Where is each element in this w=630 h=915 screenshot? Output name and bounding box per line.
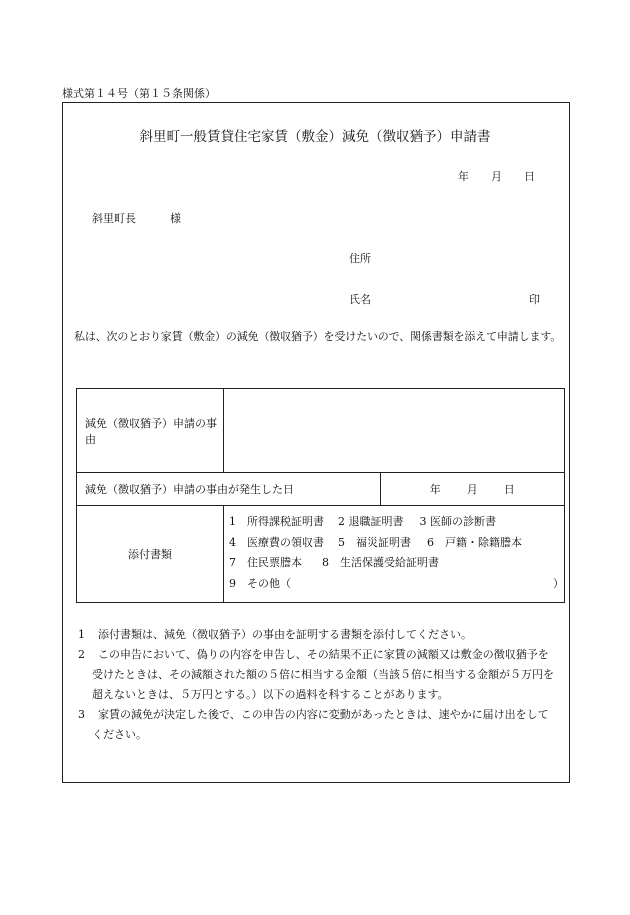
address-label: 住所 <box>349 252 371 265</box>
occurrence-day-label: 日 <box>503 483 515 496</box>
attachment-row <box>229 553 564 574</box>
note-item <box>78 625 558 645</box>
attachment-item: 6 戸籍・除籍謄本 <box>427 535 522 549</box>
date-month-label: 月 <box>491 170 502 183</box>
reason-field[interactable] <box>224 389 565 473</box>
note-text: 家賃の減免が決定した後で、この申告の内容に変動があったときは、速やかに届け出をしてください。 <box>92 708 549 741</box>
attachments-label: 添付書類 <box>77 506 224 603</box>
attachment-item: 4 医療費の領収書 <box>229 535 324 549</box>
application-table <box>76 388 565 603</box>
attachment-item: 7 住民票謄本 <box>229 556 302 569</box>
attachment-item: 1 所得課税証明書 <box>229 515 324 528</box>
occurrence-row <box>77 473 565 506</box>
attachment-row <box>229 512 564 533</box>
other-close-paren: ） <box>553 576 564 590</box>
note-text: この申告において、偽りの内容を申告し、その結果不正に家賃の減額又は敷金の徴収猶予を受けたときは、その減額された額の５倍に相当する金額（当該５倍に相当する金額が５万円を超えないときは、５万円とする。）以下の過料を科することがあります。 <box>92 648 554 701</box>
attachment-item: 8 生活保護受給証明書 <box>322 556 439 569</box>
note-number: 3 <box>78 708 85 721</box>
occurrence-year-label: 年 <box>429 483 441 496</box>
addressee-honorific: 様 <box>170 212 181 225</box>
intro-text: 私は、次のとおり家賃（敷金）の減免（徴収猶予）を受けたいので、関係書類を添えて申請します。 <box>74 330 562 343</box>
application-date <box>458 168 535 184</box>
page-title: 斜里町一般賃貸住宅家賃（敷金）減免（徴収猶予）申請書 <box>139 129 491 145</box>
note-item <box>78 645 558 705</box>
note-item <box>78 705 558 745</box>
attachment-item: 3 医師の診断書 <box>419 515 496 528</box>
attachment-item: 2 退職証明書 <box>338 515 404 528</box>
reason-label: 減免（徴収猶予）申請の事由 <box>77 389 224 473</box>
attachment-row <box>229 574 564 595</box>
occurrence-month-label: 月 <box>466 483 478 496</box>
attachments-list <box>224 506 565 603</box>
attachment-row <box>229 533 564 554</box>
occurrence-date-field[interactable] <box>380 473 564 506</box>
occurrence-label: 減免（徴収猶予）申請の事由が発生した日 <box>77 473 381 506</box>
attachment-item: 5 福災証明書 <box>338 535 411 549</box>
name-label: 氏名 <box>349 293 371 306</box>
reason-row <box>77 389 565 473</box>
note-number: 2 <box>78 648 85 661</box>
form-number-label: 様式第１４号（第１５条関係） <box>62 87 216 100</box>
note-number: 1 <box>78 628 85 641</box>
attachments-row <box>77 506 565 603</box>
date-day-label: 日 <box>524 170 535 183</box>
date-year-label: 年 <box>458 170 469 183</box>
attachment-item-other: 9 その他（ <box>229 576 291 590</box>
notes <box>78 625 558 745</box>
addressee-name: 斜里町長 <box>92 212 136 225</box>
note-text: 添付書類は、減免（徴収猶予）の事由を証明する書類を添付してください。 <box>98 628 472 641</box>
seal-label: 印 <box>529 293 540 306</box>
addressee <box>92 210 181 226</box>
